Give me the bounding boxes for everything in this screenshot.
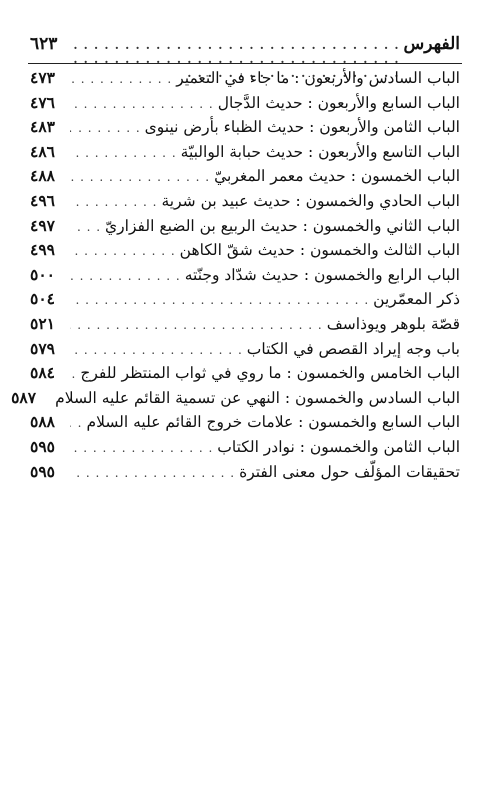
toc-entry-title: تحقيقات المؤلّف حول معنى الفترة	[239, 462, 460, 481]
toc-entry-page: ٥٨٨	[30, 412, 55, 432]
toc-entry-page: ٥٩٥	[30, 461, 55, 481]
leader-dots	[70, 67, 172, 92]
toc-entry	[30, 238, 460, 263]
toc-entry	[30, 312, 460, 337]
toc-entry-title: الباب الخمسون : حديث معمر المغربيّ	[214, 167, 460, 186]
toc-entry-page: ٤٩٧	[30, 215, 55, 235]
toc-entry-title: الباب الثامن والأربعون : حديث الظباء بأرض نينوى	[144, 118, 460, 137]
toc-entry	[30, 337, 460, 362]
leader-dots	[70, 264, 181, 289]
toc-entry-page: ٤٧٣	[30, 68, 55, 87]
leader-dots	[70, 215, 101, 240]
toc-entry-page: ٥٢١	[30, 313, 55, 333]
toc-entry	[30, 460, 460, 485]
toc-entry	[30, 435, 460, 460]
leader-dots	[70, 165, 210, 190]
header-rule	[28, 63, 462, 64]
toc-entry-page: ٤٨٨	[30, 166, 55, 186]
toc-entry-title: قصّة بلوهر ويوذاسف	[326, 314, 460, 333]
toc-entry	[30, 361, 460, 386]
toc-entry-title: الباب الخامس والخمسون : ما روي في ثواب المنتظر للفرج	[80, 364, 460, 383]
toc-entry-page: ٤٨٣	[30, 117, 55, 137]
toc-entry	[30, 287, 460, 312]
header-title: الفهرس	[403, 34, 460, 54]
leader-dots	[70, 288, 369, 313]
toc-entry-page: ٥٠٤	[30, 289, 55, 309]
toc-entry	[30, 91, 460, 116]
leader-dots	[70, 338, 243, 363]
toc-entry-title: الباب السابع والخمسون : علامات خروج القائم عليه السلام	[86, 413, 460, 432]
toc-entry-title: باب وجه إيراد القصص في الكتاب	[246, 339, 460, 358]
toc-entry	[30, 115, 460, 140]
toc-entry-page: ٤٩٦	[30, 190, 55, 210]
toc-entry-page: ٥٩٥	[30, 436, 55, 456]
toc-entry-title: الباب الرابع والخمسون : حديث شدّاد وجنّته	[184, 265, 460, 284]
toc-entry-page: ٥٠٠	[30, 264, 55, 284]
leader-dots	[70, 239, 176, 264]
leader-dots	[70, 411, 82, 436]
toc-entry	[30, 164, 460, 189]
table-of-contents	[11, 66, 460, 484]
leader-dots	[70, 190, 158, 215]
toc-entry-title: الباب الثامن والخمسون : نوادر الكتاب	[217, 437, 460, 456]
leader-dots	[70, 362, 76, 387]
toc-entry-page: ٤٧٦	[30, 92, 55, 112]
toc-entry	[30, 140, 460, 165]
toc-entry-title: الباب الحادي والخمسون : حديث عبيد بن شرية	[161, 191, 460, 210]
page-header	[30, 34, 460, 60]
toc-entry	[30, 263, 460, 288]
leader-dots	[70, 116, 141, 141]
leader-dots	[70, 92, 214, 117]
header-page-number: ٦٢٣	[30, 34, 58, 54]
toc-entry-page: ٥٨٤	[30, 363, 55, 383]
toc-entry-title: الباب الثالث والخمسون : حديث شقّ الكاهن	[179, 241, 460, 260]
toc-entry-page: ٥٧٩	[30, 338, 55, 358]
toc-entry-page: ٥٨٧	[11, 387, 37, 407]
toc-entry	[30, 66, 460, 91]
leader-dots	[70, 436, 213, 461]
toc-entry	[30, 189, 460, 214]
leader-dots	[70, 461, 235, 486]
toc-entry-title: الباب الثاني والخمسون : حديث الربيع بن الضبع الفزاريّ	[105, 216, 460, 235]
toc-entry	[30, 410, 460, 435]
toc-entry-title: الباب السادس والخمسون : النهي عن تسمية القائم عليه السلام	[55, 388, 460, 407]
toc-entry-title: الباب السادس والأربعون : ما جاء في التعمير	[176, 69, 460, 87]
leader-dots	[70, 141, 177, 166]
toc-entry	[11, 386, 460, 411]
toc-entry	[30, 214, 460, 239]
toc-entry-page: ٤٩٩	[30, 240, 55, 260]
leader-dots	[70, 313, 323, 338]
toc-entry-title: الباب التاسع والأربعون : حديث حبابة الوالبيّة	[180, 142, 460, 161]
toc-entry-title: الباب السابع والأربعون : حديث الدَّجال	[217, 93, 460, 112]
toc-entry-page: ٤٨٦	[30, 141, 55, 161]
toc-entry-title: ذكر المعمّرين	[373, 290, 460, 309]
